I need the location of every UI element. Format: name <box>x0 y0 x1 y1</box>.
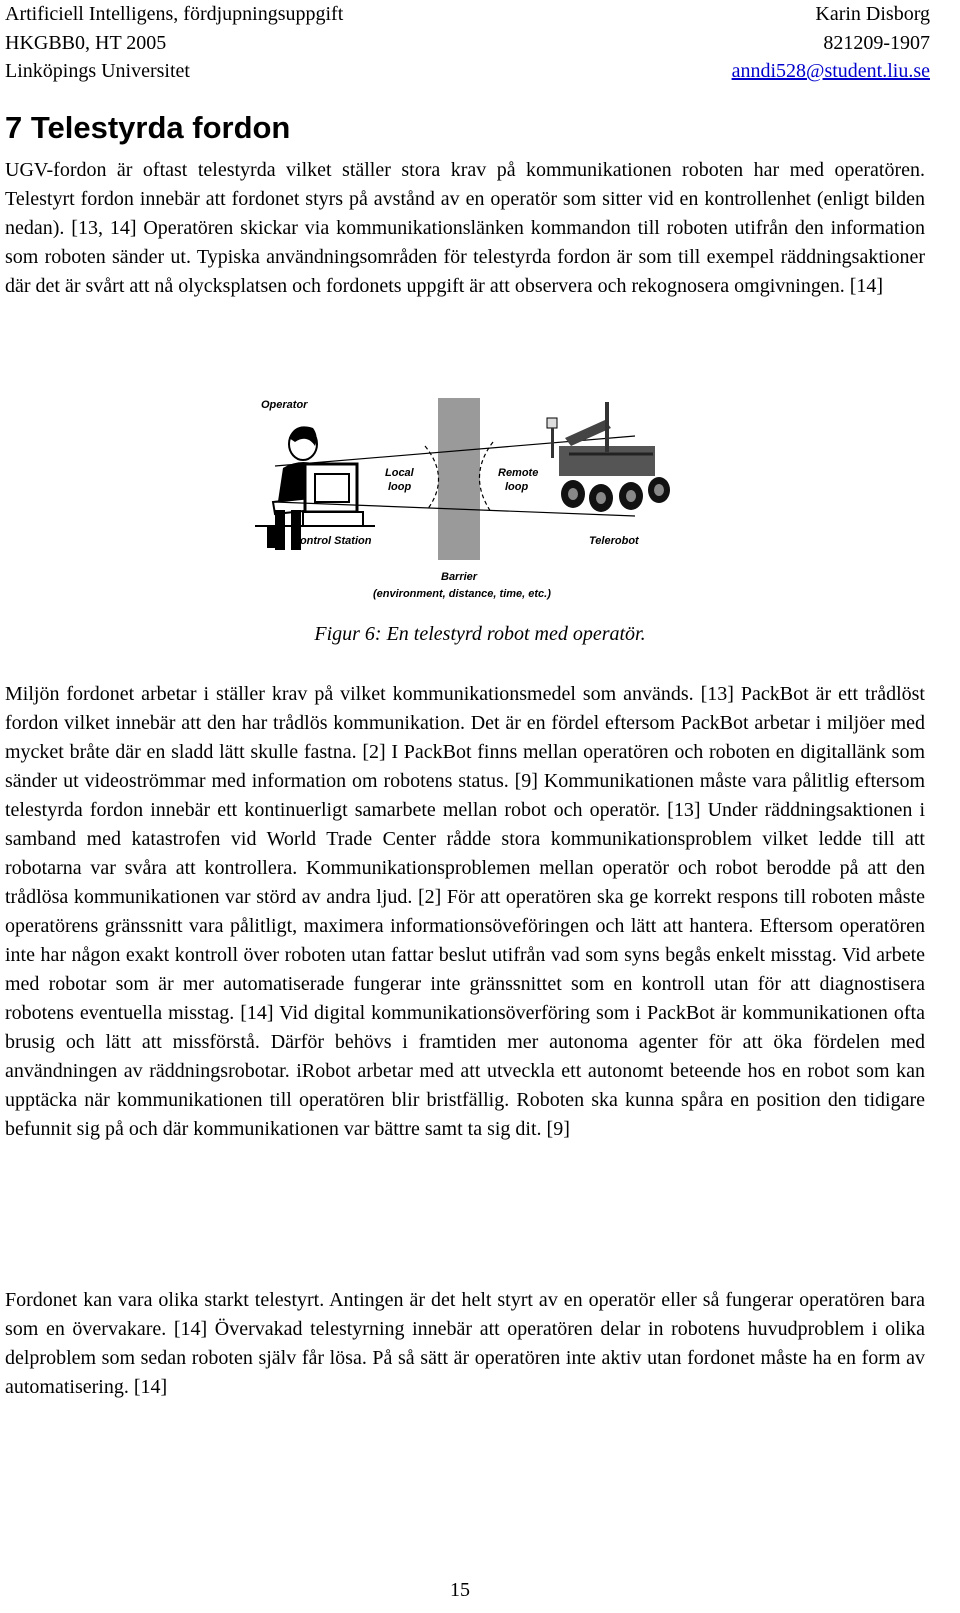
paragraph-intro: UGV-fordon är oftast telestyrda vilket ställer stora krav på kommunikationen roboten har med operatören. Telestyrt fordon innebär att fordonet styrs på avstånd av en operatör som sitter vid en kontrollenhet (enligt bilden nedan). [13, 14] Operatören skickar via kommunikationslänken kommandon till roboten utifrån den information som roboten sänder ut. Typiska användningsområden för telestyrda fordon är som till exempel räddningsaktioner där det är svårt att nå olycksplatsen och fordonets uppgift är att observera och rekognosera omgivningen. [14] <box>5 159 925 297</box>
label-local-loop-1: Local <box>385 467 414 479</box>
header-right <box>732 0 930 86</box>
section-title: 7 Telestyrda fordon <box>5 110 291 145</box>
header-id: 821209-1907 <box>823 31 930 54</box>
teleoperation-diagram <box>255 398 685 620</box>
label-barrier-sub: (environment, distance, time, etc.) <box>373 588 551 600</box>
header-university: Linköpings Universitet <box>5 60 190 82</box>
label-remote-loop-1: Remote <box>498 467 539 479</box>
header-code: HKGBB0, HT 2005 <box>5 31 167 54</box>
page-number: 15 <box>450 1579 470 1601</box>
label-control-station: Control Station <box>292 535 372 547</box>
teleoperation-figure <box>255 398 685 620</box>
label-barrier: Barrier <box>441 571 478 583</box>
paragraph-communication: Miljön fordonet arbetar i ställer krav på vilket kommunikationsmedel som används. [13] PackBot är ett trådlöst fordon vilket innebär att den har trådlös kommunikation. Det är en fördel eftersom PackBot arbetar i miljöer med mycket bråte där en sladd lätt skulle fastna. [2] I PackBot finns mellan operatören och roboten en digitallänk som sänder ut videoströmmar med information om robotens status. [9] Kommunikationen måste vara pålitlig eftersom telestyrda fordon innebär ett kontinuerligt samarbete mellan robot och operatör. [13] Under räddningsaktionen i samband med katastrofen vid World Trade Center rådde stora kommunikationsproblem vilket ledde till att robotarna var svåra att kontrollera. Kommunikationsproblemen mellan operatör och robot berodde på att den trådlösa kommunikationen var störd av andra ljud. [2] För att operatören ska ge korrekt respons till roboten måste operatörens gränssnitt vara pålitligt, maximera informationsöveföringen och lätt att hantera. Eftersom operatören inte har någon exakt kontroll över roboten utan fattar beslut utifrån vad som syns begås enkelt misstag. Vid arbete med robotar som är mer automatiserade fungerar inte gränssnittet som en kontroll utan för att diagnostisera robotens eventuella misstag. [14] Vid digital kommunikationsöverföring som i PackBot är kommunikationen ofta brusig och lätt att missförstå. Därför behövs i framtiden mer autonoma agenter för att öka fördelen med användningen av räddningsrobotar. iRobot arbetar med att utveckla ett autonomt beteende hos en robot som kan upptäcka när kommunikationen till operatören blir bristfällig. Roboten ska kunna spåra en position den tidigare befunnit sig på och där kommunikationen var bättre samt ta sig dit. [9] <box>5 683 925 1140</box>
header-email-link[interactable]: anndi528@student.liu.se <box>731 60 930 82</box>
telerobot-illustration <box>547 402 670 512</box>
barrier-shape <box>438 398 480 560</box>
header-course: Artificiell Intelligens, fördjupningsuppgift <box>5 3 344 25</box>
header-author: Karin Disborg <box>815 3 930 25</box>
label-telerobot: Telerobot <box>589 535 639 547</box>
label-operator: Operator <box>261 399 308 411</box>
label-local-loop-2: loop <box>388 481 412 493</box>
figure-caption: Figur 6: En telestyrd robot med operatör. <box>314 623 646 645</box>
paragraph-supervision: Fordonet kan vara olika starkt telestyrt. Antingen är det helt styrt av en operatör eller så fungerar operatören bara som en övervakare. [14] Övervakad telestyrning innebär att operatören delar in robotens huvudproblem i olika delproblem som sedan roboten själv får lösa. På så sätt är operatören inte aktiv utan fordonet måste ha en form av automatisering. [14] <box>5 1289 925 1398</box>
label-remote-loop-2: loop <box>505 481 529 493</box>
header-left <box>5 0 343 86</box>
